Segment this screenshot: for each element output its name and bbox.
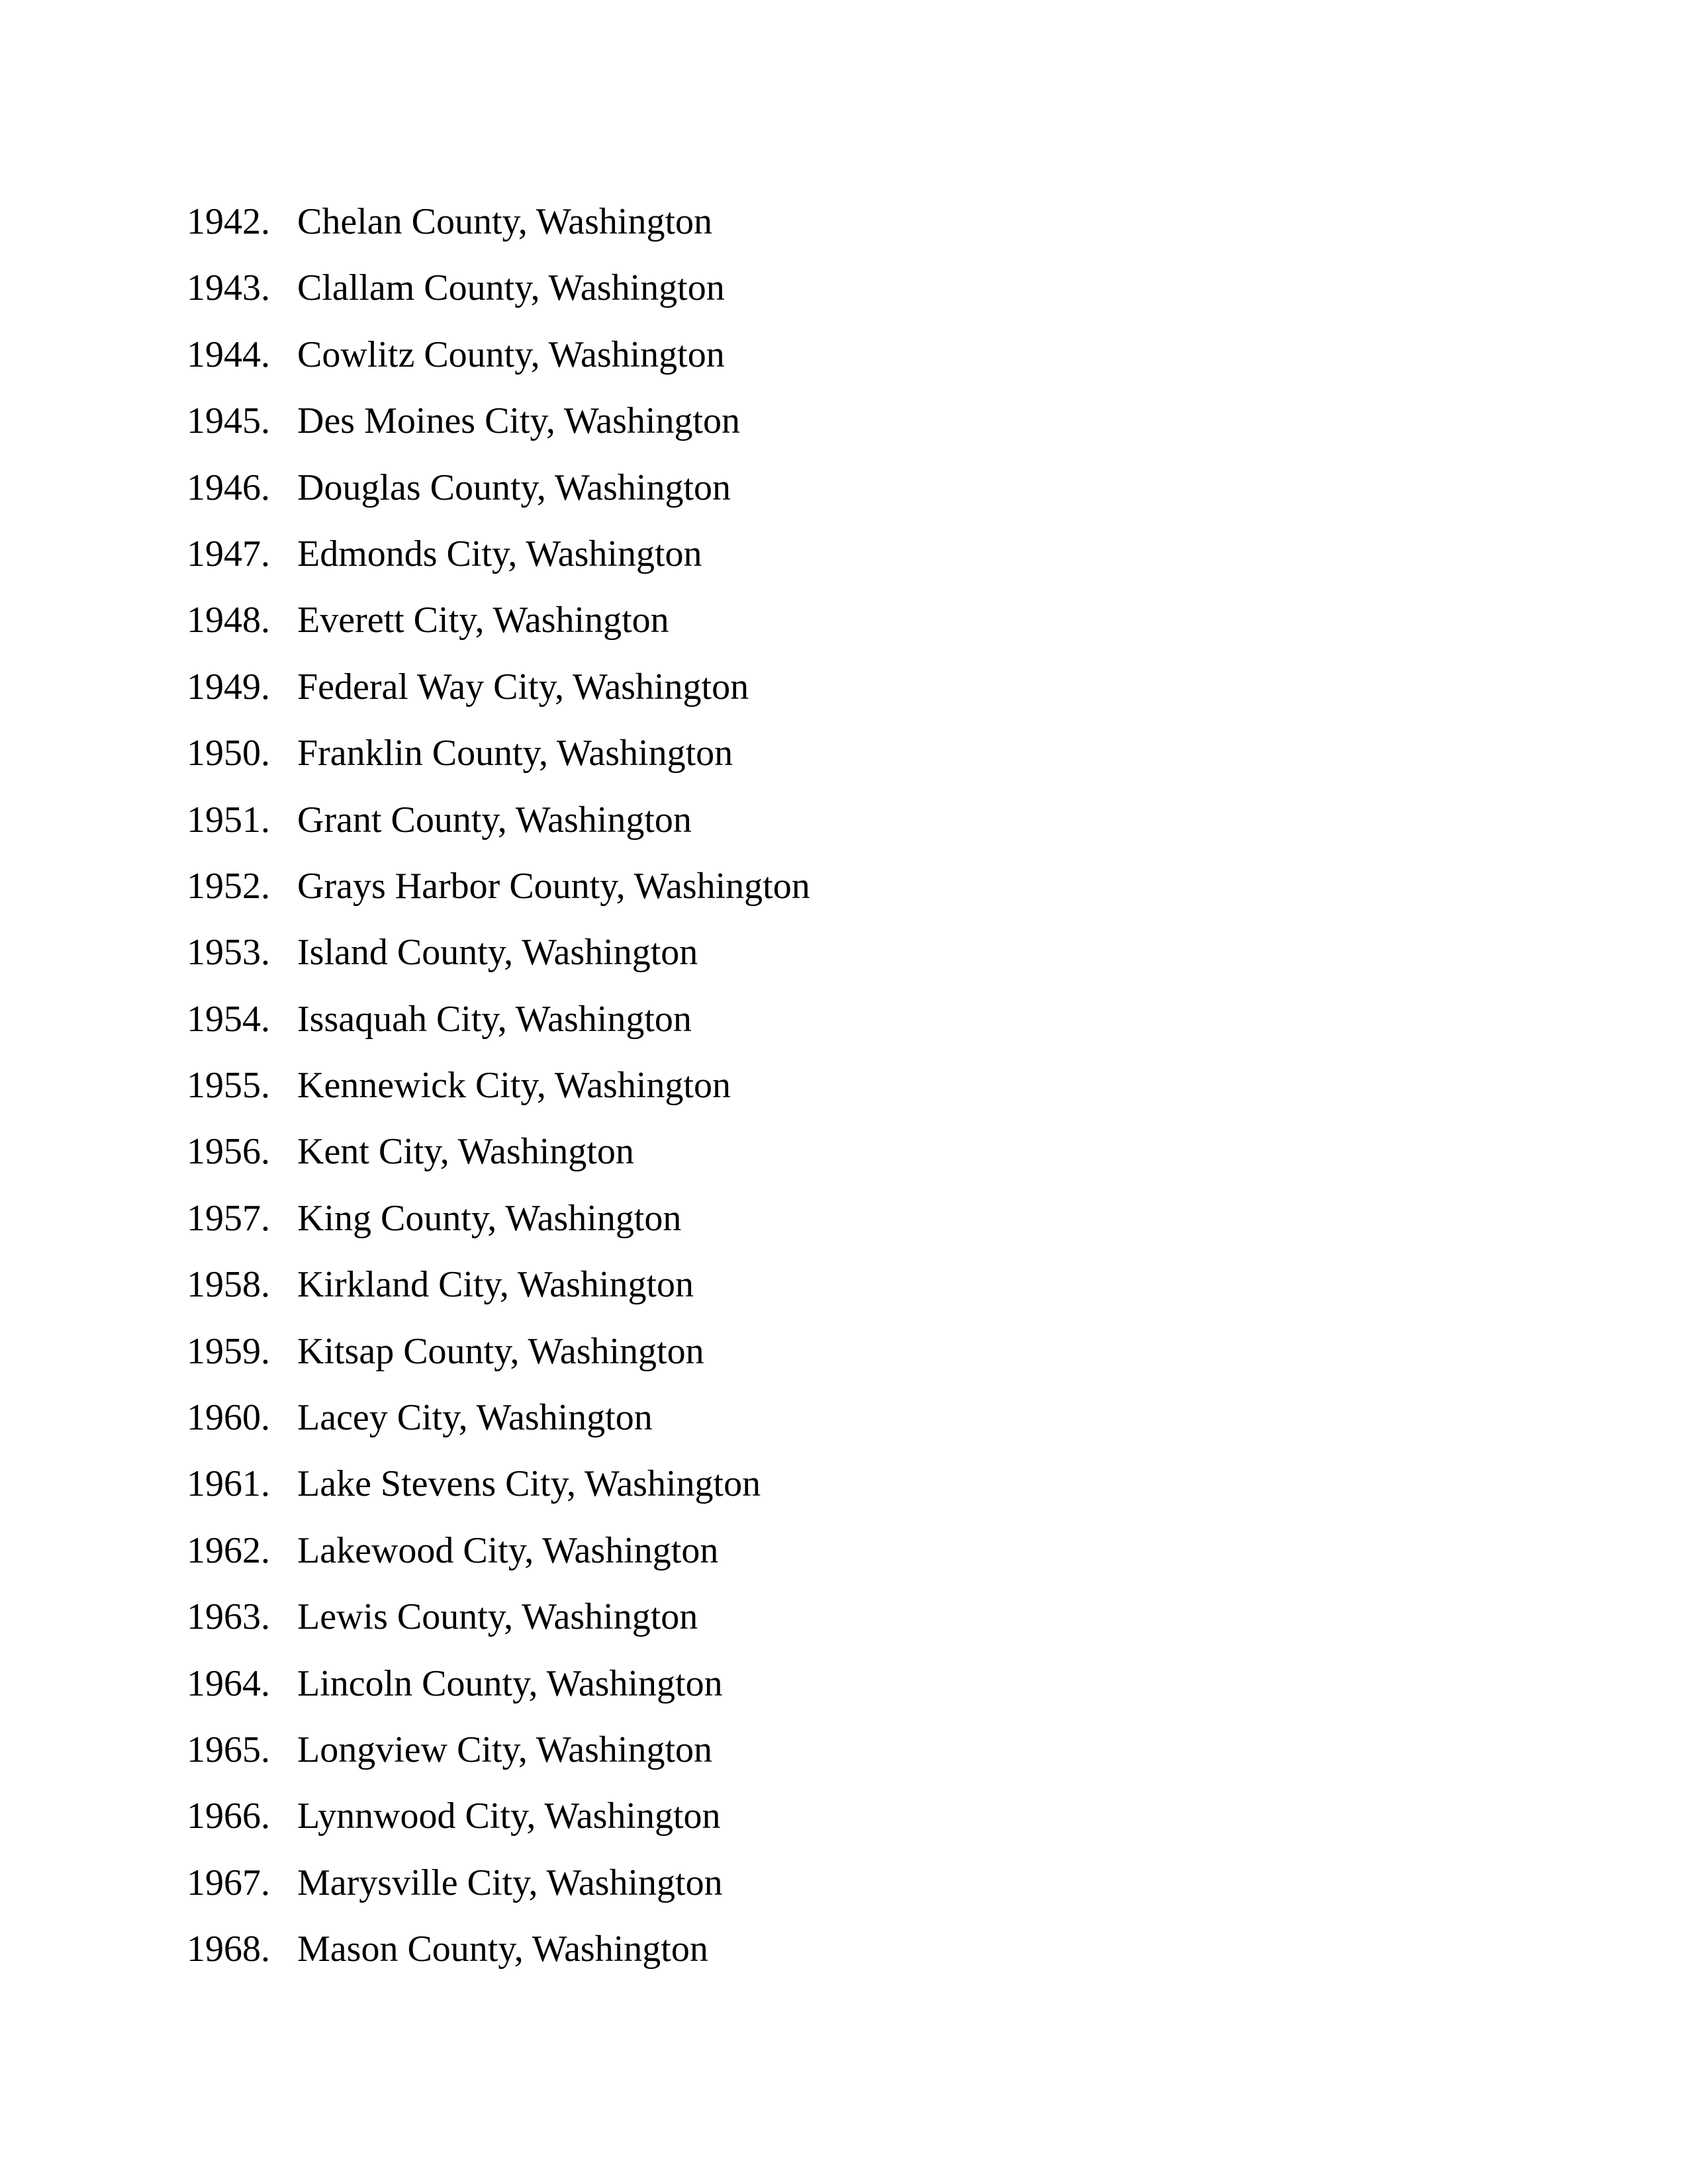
list-item-name: Grays Harbor County, Washington (297, 865, 810, 907)
list-item-name: Franklin County, Washington (297, 733, 733, 774)
list-item-number: 1943. (187, 267, 270, 309)
numbered-list (187, 195, 810, 1989)
list-item (187, 1192, 810, 1258)
list-item-name: Clallam County, Washington (297, 267, 725, 309)
list-item-number: 1960. (187, 1397, 270, 1439)
list-item (187, 195, 810, 261)
list-item (187, 1125, 810, 1191)
list-item (187, 1391, 810, 1457)
list-item-number: 1957. (187, 1197, 270, 1239)
list-item-number: 1955. (187, 1065, 270, 1107)
list-item-name: Chelan County, Washington (297, 201, 713, 242)
list-item-number: 1946. (187, 467, 270, 508)
list-item (187, 926, 810, 992)
list-item-name: Issaquah City, Washington (297, 998, 692, 1040)
list-item-name: Des Moines City, Washington (297, 400, 741, 442)
list-item-name: Everett City, Washington (297, 600, 669, 641)
list-item (187, 1657, 810, 1723)
list-item-number: 1956. (187, 1131, 270, 1173)
list-item-number: 1959. (187, 1330, 270, 1372)
list-item-name: Grant County, Washington (297, 799, 692, 841)
list-item-name: Kitsap County, Washington (297, 1330, 704, 1372)
list-item-number: 1952. (187, 865, 270, 907)
list-item-number: 1947. (187, 533, 270, 574)
list-item-number: 1948. (187, 600, 270, 641)
list-item (187, 1059, 810, 1125)
list-item (187, 328, 810, 394)
list-item-name: Lynnwood City, Washington (297, 1796, 721, 1837)
list-item (187, 860, 810, 926)
list-item-name: Federal Way City, Washington (297, 666, 749, 707)
list-item-name: Lake Stevens City, Washington (297, 1463, 761, 1505)
list-item (187, 594, 810, 660)
list-item-number: 1962. (187, 1529, 270, 1571)
list-item (187, 1790, 810, 1856)
list-item-name: Kennewick City, Washington (297, 1065, 731, 1107)
list-item-name: Cowlitz County, Washington (297, 334, 725, 375)
list-item-number: 1945. (187, 400, 270, 442)
list-item (187, 1258, 810, 1324)
list-item-name: Lakewood City, Washington (297, 1529, 719, 1571)
list-item (187, 527, 810, 594)
list-item (187, 394, 810, 461)
list-item (187, 461, 810, 527)
list-item-number: 1958. (187, 1264, 270, 1306)
list-item-name: Edmonds City, Washington (297, 533, 702, 574)
list-item-name: Lacey City, Washington (297, 1397, 653, 1439)
list-item-number: 1966. (187, 1796, 270, 1837)
list-item-name: Marysville City, Washington (297, 1862, 723, 1903)
list-item-number: 1967. (187, 1862, 270, 1903)
list-item-name: Lewis County, Washington (297, 1596, 698, 1638)
list-item-number: 1949. (187, 666, 270, 707)
list-item (187, 794, 810, 860)
list-item (187, 1923, 810, 1989)
list-item (187, 993, 810, 1059)
list-item-name: Kent City, Washington (297, 1131, 634, 1173)
list-item-name: King County, Washington (297, 1197, 682, 1239)
list-item (187, 1457, 810, 1524)
list-item-name: Douglas County, Washington (297, 467, 731, 508)
list-item-name: Mason County, Washington (297, 1929, 708, 1970)
list-item-number: 1961. (187, 1463, 270, 1505)
list-item (187, 1590, 810, 1657)
list-item (187, 1325, 810, 1391)
list-item (187, 1524, 810, 1590)
list-item-number: 1954. (187, 998, 270, 1040)
list-item-number: 1968. (187, 1929, 270, 1970)
list-item (187, 261, 810, 328)
list-item-number: 1965. (187, 1729, 270, 1770)
list-item-number: 1951. (187, 799, 270, 841)
list-item-number: 1953. (187, 932, 270, 974)
list-item (187, 1723, 810, 1790)
list-item-number: 1942. (187, 201, 270, 242)
list-item (187, 1856, 810, 1923)
list-item-number: 1964. (187, 1662, 270, 1704)
list-item (187, 727, 810, 793)
list-item-name: Lincoln County, Washington (297, 1662, 723, 1704)
list-item-number: 1944. (187, 334, 270, 375)
list-item-number: 1963. (187, 1596, 270, 1638)
list-item-name: Kirkland City, Washington (297, 1264, 694, 1306)
list-item-number: 1950. (187, 733, 270, 774)
list-item (187, 660, 810, 727)
list-item-name: Longview City, Washington (297, 1729, 713, 1770)
list-item-name: Island County, Washington (297, 932, 698, 974)
